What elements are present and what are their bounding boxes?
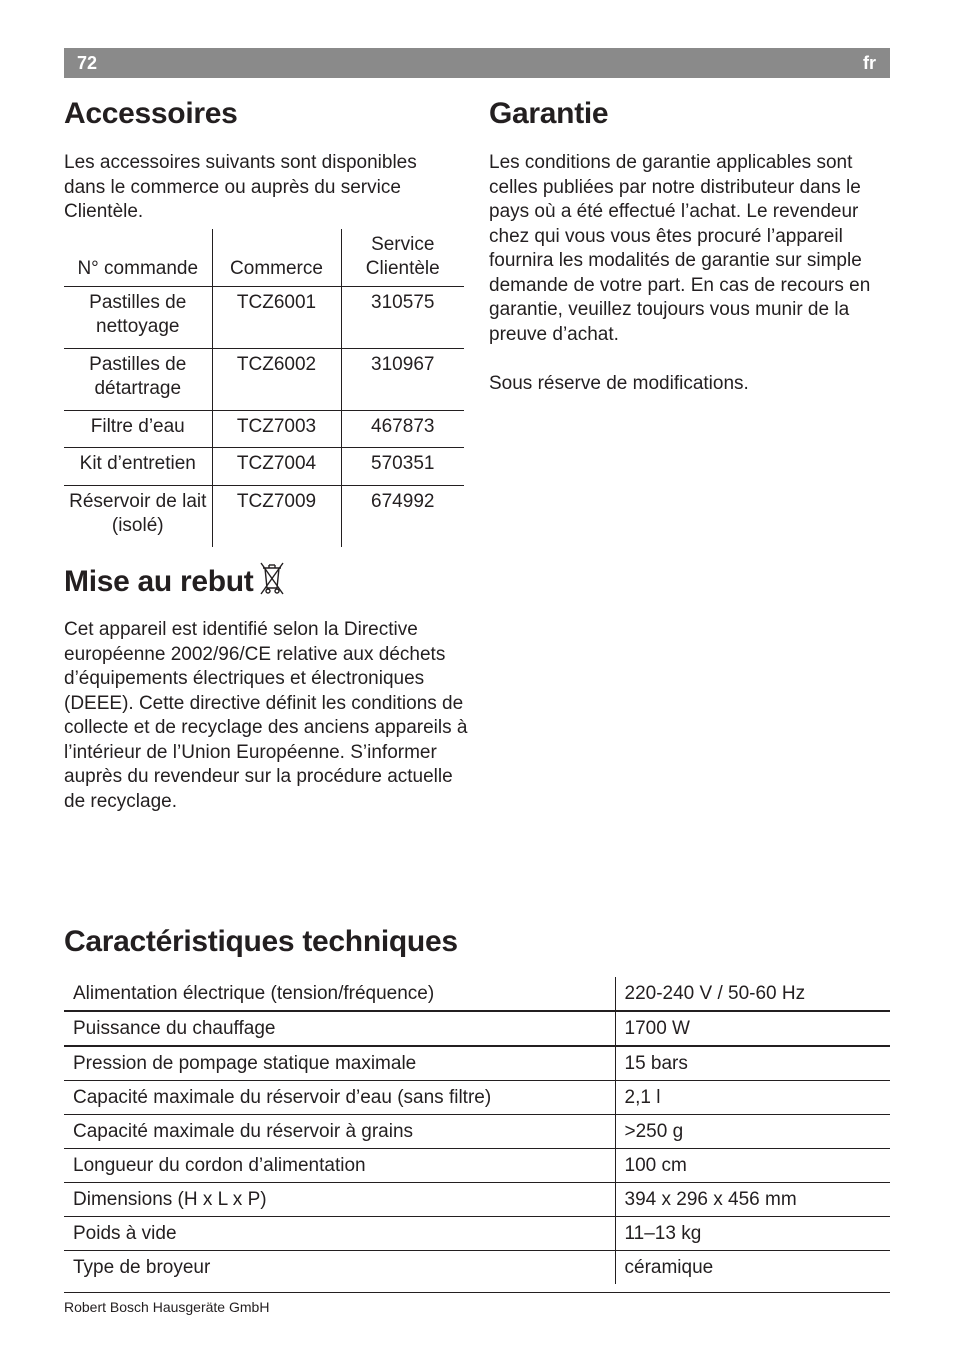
accessories-table: [64, 229, 464, 547]
service-code: 310575: [341, 286, 464, 348]
service-code: 570351: [341, 448, 464, 486]
table-row: [64, 1081, 890, 1115]
spec-value: 100 cm: [615, 1149, 890, 1183]
product-name: Filtre d’eau: [64, 410, 212, 448]
spec-value: 220-240 V / 50-60 Hz: [615, 977, 890, 1011]
table-row: [64, 485, 464, 547]
mise-au-rebut-text: Cet appareil est identifié selon la Directive européenne 2002/96/CE relative aux déchets d’équipements électriques et électroniques (DEEE). Cette directive définit les conditions de collecte et de recyclage des anciens appareils à l’intérieur de l’Union Européenne. S’informer auprès du revendeur sur la procédure actuelle de recyclage.: [64, 619, 468, 812]
product-name: Pastilles de détartrage: [64, 348, 212, 410]
language-code: fr: [863, 53, 876, 73]
table-row: [64, 1115, 890, 1149]
product-name: Pastilles de nettoyage: [64, 286, 212, 348]
table-row: [64, 286, 464, 348]
spec-label: Capacité maximale du réservoir d’eau (sans filtre): [64, 1081, 615, 1115]
spec-label: Dimensions (H x L x P): [64, 1183, 615, 1217]
spec-value: 394 x 296 x 456 mm: [615, 1183, 890, 1217]
spec-label: Capacité maximale du réservoir à grains: [64, 1115, 615, 1149]
commerce-code: TCZ6002: [212, 348, 341, 410]
commerce-code: TCZ7003: [212, 410, 341, 448]
commerce-code: TCZ6001: [212, 286, 341, 348]
table-row: [64, 1183, 890, 1217]
garantie-text: Les conditions de garantie applicables sont celles publiées par notre distributeur dans le pays où a été effectué l’achat. Le revendeur chez qui vous vous êtes procuré l’appareil fournira les modalités de garantie sur simple demande de votre part. En cas de recours en garantie, veuillez toujours vous munir de la preuve d’achat.: [489, 152, 871, 345]
spec-value: 2,1 l: [615, 1081, 890, 1115]
table-row: [64, 1149, 890, 1183]
table-row: [64, 1046, 890, 1081]
table-row: [64, 348, 464, 410]
spec-label: Puissance du chauffage: [64, 1011, 615, 1046]
table-row: [64, 410, 464, 448]
garantie-heading: Garantie: [489, 97, 609, 130]
spec-value: 1700 W: [615, 1011, 890, 1046]
column-header-service: Service Clientèle: [341, 229, 464, 286]
spec-value: céramique: [615, 1251, 890, 1285]
product-name: Kit d’entretien: [64, 448, 212, 486]
commerce-code: TCZ7004: [212, 448, 341, 486]
table-row: [64, 448, 464, 486]
spec-value: 15 bars: [615, 1046, 890, 1081]
spec-value: >250 g: [615, 1115, 890, 1149]
commerce-code: TCZ7009: [212, 485, 341, 547]
mise-au-rebut-title: Mise au rebut: [64, 565, 254, 598]
footer-divider: [64, 1292, 890, 1293]
column-header-order-number: N° commande: [77, 258, 199, 279]
page-number: 72: [77, 53, 98, 73]
spec-label: Type de broyeur: [64, 1251, 615, 1285]
footer-company: Robert Bosch Hausgeräte GmbH: [64, 1299, 270, 1315]
garantie-note: Sous réserve de modifications.: [489, 372, 749, 394]
service-code: 467873: [341, 410, 464, 448]
technical-specs-table: [64, 977, 890, 1284]
column-header-commerce: Commerce: [212, 229, 341, 286]
mise-au-rebut-heading: [64, 560, 285, 604]
page-header-bar: [64, 48, 890, 78]
table-row: [64, 1251, 890, 1285]
spec-label: Poids à vide: [64, 1217, 615, 1251]
spec-label: Pression de pompage statique maximale: [64, 1046, 615, 1081]
accessoires-intro: Les accessoires suivants sont disponibles dans le commerce ou auprès du service Clientèle.: [64, 152, 417, 222]
service-code: 310967: [341, 348, 464, 410]
caracteristiques-heading: Caractéristiques techniques: [64, 925, 458, 958]
table-row: [64, 977, 890, 1011]
table-row: [64, 1217, 890, 1251]
accessoires-heading: Accessoires: [64, 97, 238, 130]
product-name: Réservoir de lait (isolé): [64, 485, 212, 547]
spec-value: 11–13 kg: [615, 1217, 890, 1251]
garantie-section: [489, 151, 884, 396]
service-code: 674992: [341, 485, 464, 547]
crossed-out-wheeled-bin-icon: [259, 560, 285, 604]
spec-label: Longueur du cordon d’alimentation: [64, 1149, 615, 1183]
table-row: [64, 1011, 890, 1046]
spec-label: Alimentation électrique (tension/fréquence): [73, 983, 435, 1004]
